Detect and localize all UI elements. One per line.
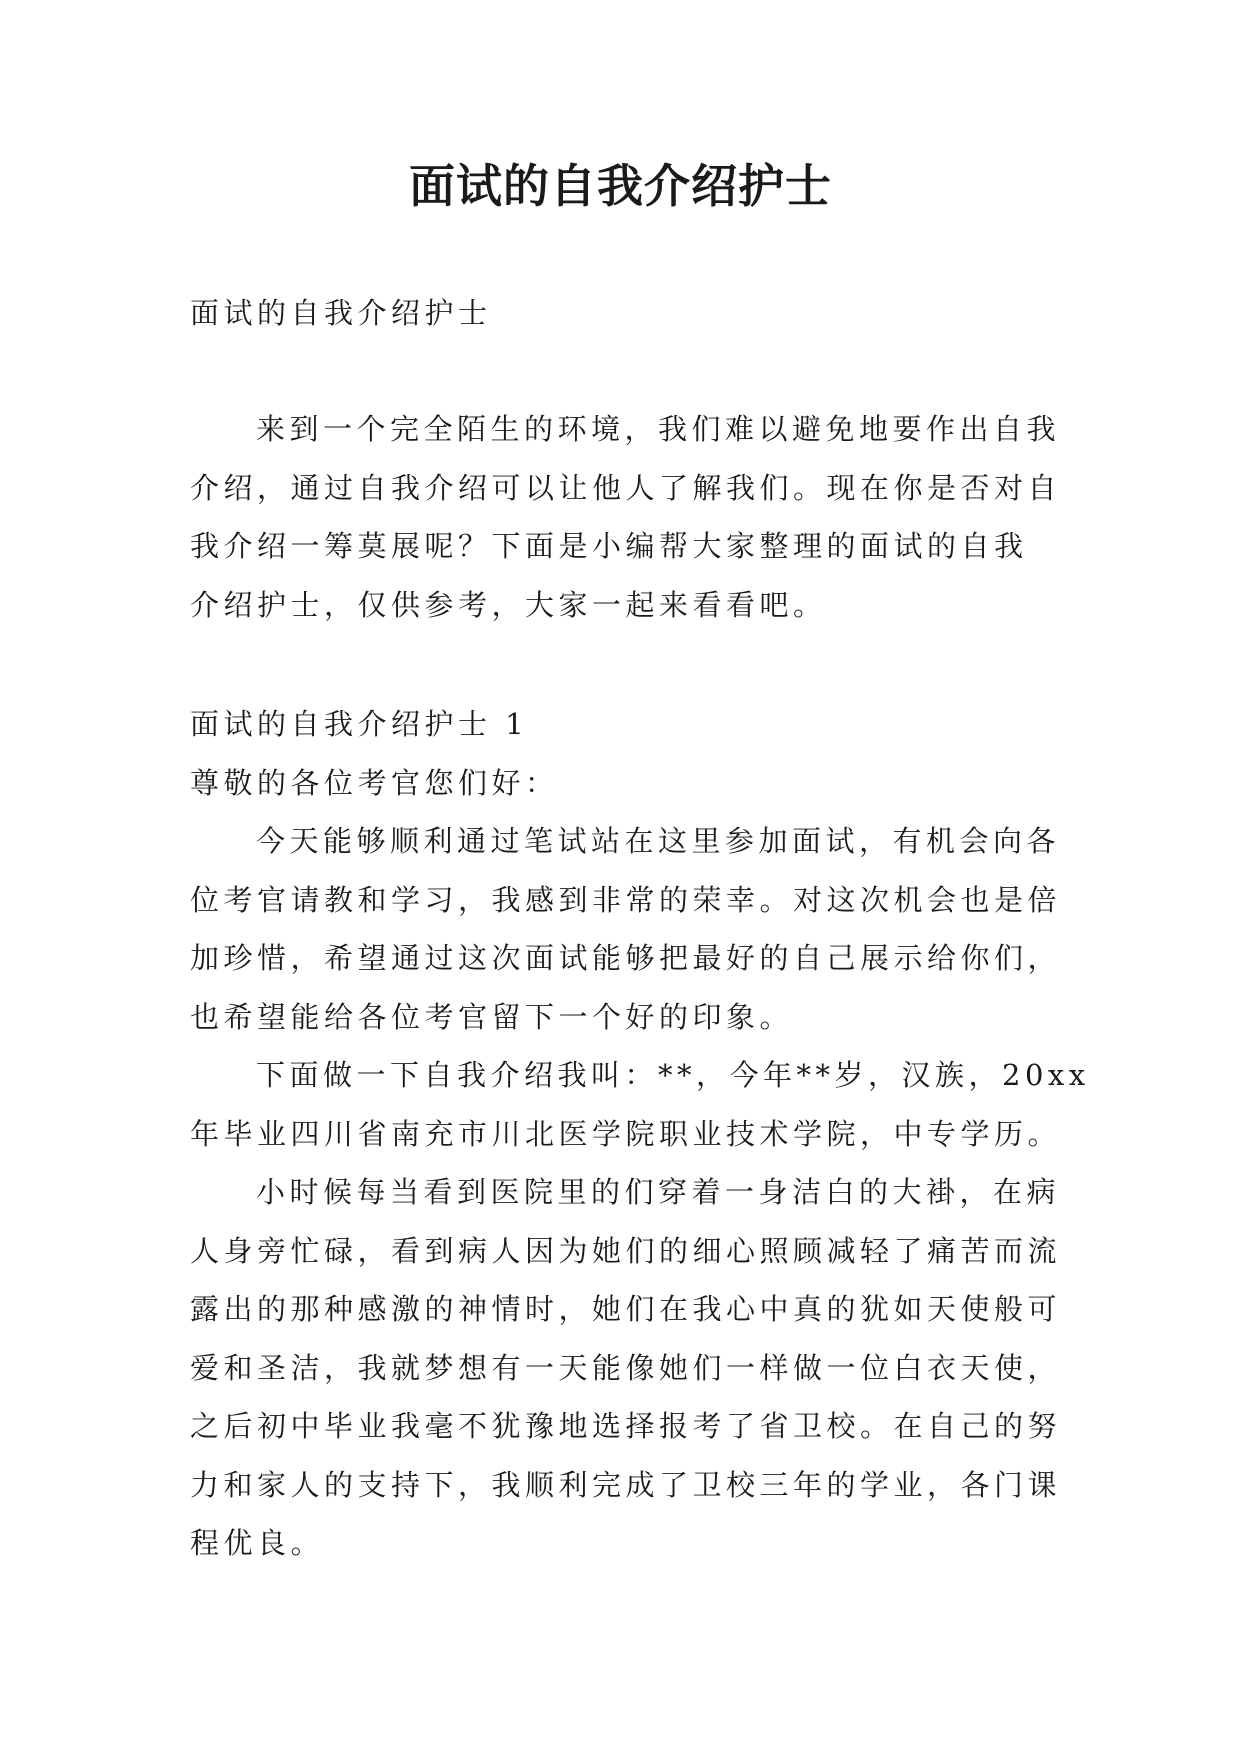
- para3-line: 爱和圣洁，我就梦想有一天能像她们一样做一位白衣天使，: [190, 1350, 1062, 1385]
- document-title: 面试的自我介绍护士: [409, 159, 832, 213]
- document-subtitle: 面试的自我介绍护士: [190, 296, 492, 330]
- intro-line: 我介绍一筹莫展呢？下面是小编帮大家整理的面试的自我: [190, 529, 1028, 563]
- para1-line: 位考官请教和学习，我感到非常的荣幸。对这次机会也是倍: [190, 882, 1062, 917]
- para3-line: 小时候每当看到医院里的们穿着一身洁白的大褂，在病: [256, 1175, 1061, 1209]
- subtitle-block: [190, 284, 1090, 343]
- greeting-line: 尊敬的各位考官您们好：: [190, 765, 559, 800]
- para3-line: 程优良。: [190, 1526, 325, 1560]
- para3-line: 露出的那种感激的神情时，她们在我心中真的犹如天使般可: [190, 1292, 1062, 1326]
- intro-line: 介绍，通过自我介绍可以让他人了解我们。现在你是否对自: [190, 470, 1062, 505]
- intro-line: 来到一个完全陌生的环境，我们难以避免地要作出自我: [256, 412, 1061, 446]
- para3-line: 力和家人的支持下，我顺利完成了卫校三年的学业，各门课: [190, 1467, 1062, 1502]
- para2-line: 年毕业四川省南充市川北医学院职业技术学院，中专学历。: [190, 1116, 1062, 1151]
- para1-line: 也希望能给各位考官留下一个好的印象。: [190, 999, 794, 1034]
- para1-line: 今天能够顺利通过笔试站在这里参加面试，有机会向各: [256, 824, 1061, 858]
- section-heading: 面试的自我介绍护士 1: [190, 707, 529, 741]
- para1-line: 加珍惜，希望通过这次面试能够把最好的自己展示给你们，: [190, 941, 1062, 975]
- para3-line: 人身旁忙碌，看到病人因为她们的细心照顾减轻了痛苦而流: [190, 1233, 1062, 1268]
- para3-line: 之后初中毕业我毫不犹豫地选择报考了省卫校。在自己的努: [190, 1409, 1062, 1443]
- intro-paragraph: [190, 400, 1090, 634]
- para2-line: 下面做一下自我介绍我叫：**，今年**岁，汉族，20xx: [256, 1058, 1090, 1092]
- intro-line: 介绍护士，仅供参考，大家一起来看看吧。: [190, 587, 827, 622]
- main-section: [190, 695, 1090, 1573]
